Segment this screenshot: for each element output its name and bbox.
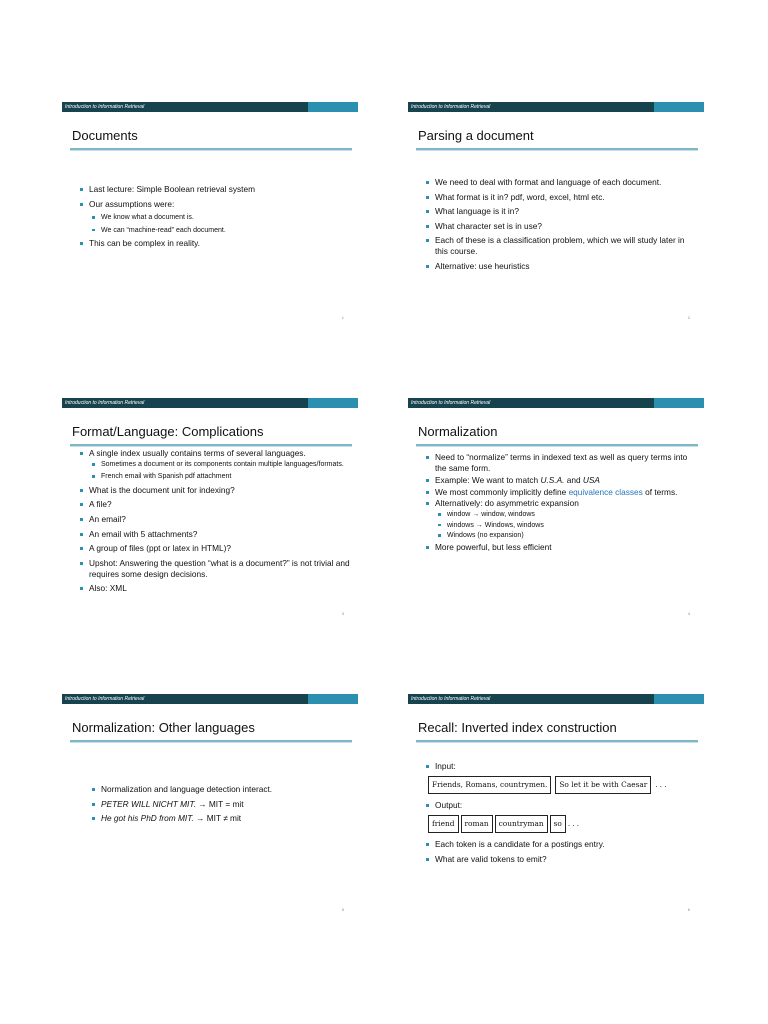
slide-inverted-index-construction [408, 694, 704, 924]
page-number: 1 [341, 315, 344, 320]
bullet-item: A file? [80, 499, 350, 510]
slide-header-bar [62, 694, 358, 704]
bullet-item: Input: [426, 761, 696, 772]
text-run-italic: USA [582, 474, 600, 485]
bullet-item: This can be complex in reality. [80, 238, 350, 249]
text-run-italic: PETER WILL NICHT MIT. [101, 798, 196, 809]
slide-normalization-other-languages [62, 694, 358, 924]
slide-body [426, 452, 696, 556]
bullet-item: Upshot: Answering the question “what is a document?” is not trivial and requires some design decisions. [80, 558, 350, 580]
title-underline [416, 444, 698, 446]
sub-bullet-item: French email with Spanish pdf attachment [92, 472, 350, 482]
page-number: 5 [341, 907, 344, 912]
bullet-item: Last lecture: Simple Boolean retrieval system [80, 184, 350, 195]
slide-parsing-a-document [408, 102, 704, 332]
bullet-item: Each of these is a classification problem, which we will study later in this course. [426, 235, 696, 257]
text-run: → MIT = mit [195, 798, 244, 809]
bullet-item: Our assumptions were: [80, 199, 350, 210]
output-token-box: roman [461, 815, 493, 833]
header-accent [654, 398, 704, 408]
slide-title: Parsing a document [418, 128, 534, 143]
slide-body [426, 761, 696, 868]
text-run-italic: U.S.A. [540, 474, 565, 485]
sub-bullet-item: We can “machine-read” each document. [92, 226, 350, 236]
title-underline [416, 740, 698, 742]
input-text-box: So let it be with Caesar [555, 776, 651, 794]
sub-bullet-item: windows → Windows, windows [438, 521, 696, 531]
page-number: 4 [687, 611, 690, 616]
slide-normalization [408, 398, 704, 628]
ellipsis: . . . [567, 819, 580, 828]
header-accent [654, 102, 704, 112]
sub-bullet-item: Windows (no expansion) [438, 531, 696, 541]
header-accent [308, 694, 358, 704]
text-run: of terms. [642, 486, 678, 497]
sub-bullet-item: Sometimes a document or its components contain multiple languages/formats. [92, 460, 350, 470]
bullet-item: We need to deal with format and language of each document. [426, 177, 696, 188]
bullet-item: Normalization and language detection interact. [92, 784, 350, 795]
page-number: 2 [687, 315, 690, 320]
header-accent [308, 102, 358, 112]
header-title: Introduction to Information Retrieval [62, 694, 308, 704]
slide-header-bar [62, 398, 358, 408]
text-run: Example: We want to match [435, 474, 541, 485]
slide-title: Format/Language: Complications [72, 424, 264, 439]
bullet-item: Also: XML [80, 583, 350, 594]
header-title: Introduction to Information Retrieval [408, 398, 654, 408]
slide-body [80, 184, 350, 253]
bullet-item: What language is it in? [426, 206, 696, 217]
output-token-row [428, 815, 696, 833]
bullet-item [92, 813, 350, 824]
text-run: and [564, 474, 583, 485]
bullet-item: Output: [426, 800, 696, 811]
bullet-item [92, 799, 350, 810]
slide-body [80, 448, 350, 598]
slide-title: Normalization: Other languages [72, 720, 255, 735]
header-accent [654, 694, 704, 704]
bullet-item: More powerful, but less efficient [426, 542, 696, 553]
sub-bullet-item: We know what a document is. [92, 213, 350, 223]
header-title: Introduction to Information Retrieval [62, 398, 308, 408]
slide-title: Documents [72, 128, 138, 143]
output-token-box: so [550, 815, 566, 833]
bullet-item: An email with 5 attachments? [80, 529, 350, 540]
bullet-item: A single index usually contains terms of several languages. [80, 448, 350, 459]
bullet-item: What character set is in use? [426, 221, 696, 232]
input-token-row [428, 776, 696, 794]
header-title: Introduction to Information Retrieval [62, 102, 308, 112]
sub-bullet-item: window → window, windows [438, 510, 696, 520]
text-run: We most commonly implicitly define [435, 486, 569, 497]
bullet-item: Each token is a candidate for a postings entry. [426, 839, 696, 850]
bullet-item: A group of files (ppt or latex in HTML)? [80, 543, 350, 554]
header-title: Introduction to Information Retrieval [408, 102, 654, 112]
text-run-italic: He got his PhD from MIT. [101, 813, 194, 824]
slide-title: Normalization [418, 424, 498, 439]
bullet-item [426, 487, 696, 498]
bullet-item: Alternative: use heuristics [426, 261, 696, 272]
header-title: Introduction to Information Retrieval [408, 694, 654, 704]
output-token-box: countryman [495, 815, 548, 833]
title-underline [70, 148, 352, 150]
header-accent [308, 398, 358, 408]
slide-header-bar [408, 102, 704, 112]
input-text-box: Friends, Romans, countrymen. [428, 776, 551, 794]
bullet-item: Need to “normalize” terms in indexed text as well as query terms into the same form. [426, 452, 696, 474]
bullet-item: An email? [80, 514, 350, 525]
bullet-item: What are valid tokens to emit? [426, 854, 696, 865]
title-underline [416, 148, 698, 150]
bullet-item [426, 475, 696, 486]
slide-body [92, 784, 350, 828]
title-underline [70, 740, 352, 742]
ellipsis: . . . [655, 780, 667, 789]
highlighted-term: equivalence classes [568, 486, 643, 497]
slide-header-bar [408, 694, 704, 704]
slide-documents [62, 102, 358, 332]
slide-header-bar [408, 398, 704, 408]
title-underline [70, 444, 352, 446]
output-token-box: friend [428, 815, 459, 833]
slide-title: Recall: Inverted index construction [418, 720, 617, 735]
text-run: → MIT ≠ mit [193, 813, 242, 824]
slide-format-language-complications [62, 398, 358, 628]
bullet-item: What format is it in? pdf, word, excel, html etc. [426, 192, 696, 203]
bullet-item: Alternatively: do asymmetric expansion [426, 498, 696, 509]
slide-header-bar [62, 102, 358, 112]
slide-body [426, 177, 696, 276]
page-number: 6 [687, 907, 690, 912]
page-number: 3 [341, 611, 344, 616]
bullet-item: What is the document unit for indexing? [80, 485, 350, 496]
